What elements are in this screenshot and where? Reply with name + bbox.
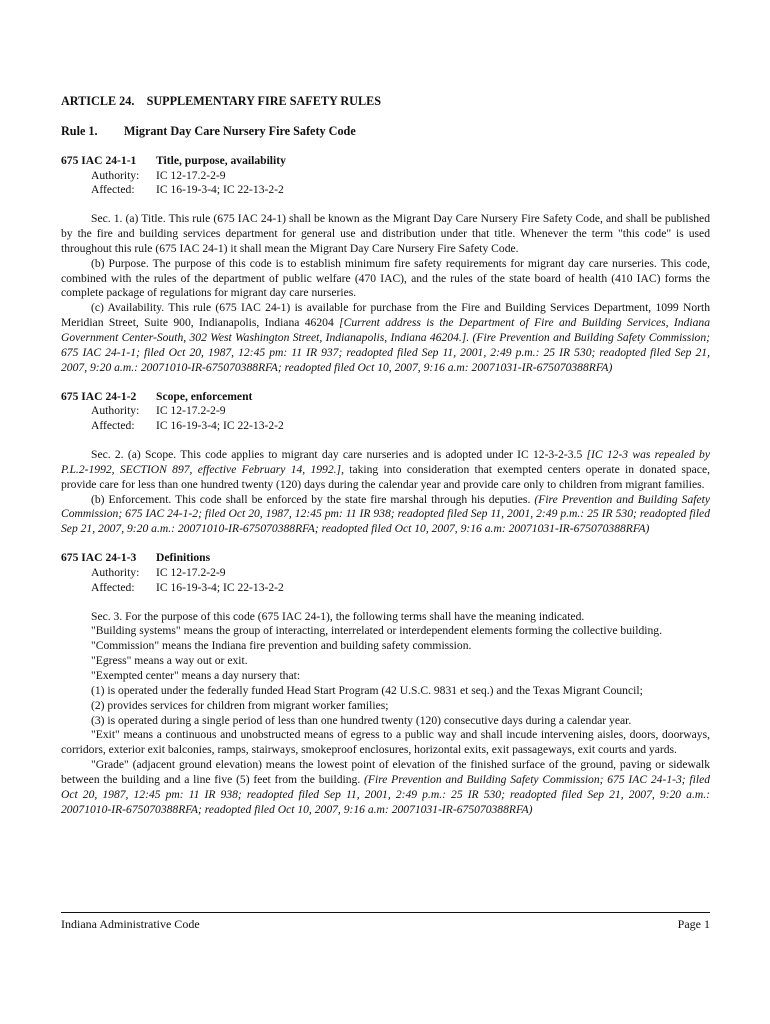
authority-line: [91, 566, 710, 581]
citation-text: [IC 12-3 was repealed by P.L.2-1992, SECTION 897, effective February 14, 1992.]: [61, 448, 710, 476]
authority-value: IC 12-17.2-2-9: [156, 404, 226, 418]
document-page: [61, 94, 710, 831]
authority-label: Authority:: [91, 565, 140, 579]
affected-line: [91, 183, 710, 198]
paragraph-text: (3) is operated during a single period of less than one hundred twenty (120) consecutive days during a calendar year.: [91, 713, 632, 727]
section-paragraph: [61, 610, 710, 625]
rule-heading: [61, 124, 710, 139]
section-number: 675 IAC 24-1-2: [61, 389, 137, 403]
sections-container: [61, 154, 710, 818]
paragraph-text: "Egress" means a way out or exit.: [91, 654, 248, 668]
paragraph-text: (b) Purpose. The purpose of this code is to establish minimum fire safety requirements for migrant day care nurseries. This code, combined with the rules of the department of public welfare (470 IAC), and the rules of the state board of health (410 IAC) forms the complete package of regulations for migrant day care nurseries.: [61, 256, 710, 300]
affected-value: IC 16-19-3-4; IC 22-13-2-2: [156, 183, 284, 197]
paragraph-text: (b) Enforcement. This code shall be enforced by the state fire marshal through his deputies.: [91, 492, 535, 506]
section-heading: [61, 390, 710, 405]
section-title: Scope, enforcement: [156, 389, 253, 403]
authority-value: IC 12-17.2-2-9: [156, 168, 226, 182]
authority-line: [91, 404, 710, 419]
affected-line: [91, 581, 710, 596]
paragraph-text: "Exempted center" means a day nursery that:: [91, 669, 301, 682]
section-heading: [61, 551, 710, 566]
paragraph-text: "Building systems" means the group of interacting, interrelated or interdependent elements forming the collective building.: [91, 624, 662, 638]
paragraph-text: , taking into consideration that exempted centers operate in donated space, provide care for less than one hundred twenty (120) days during the calendar year and provide care only to children from migrant families.: [61, 462, 710, 491]
authority-value: IC 12-17.2-2-9: [156, 565, 226, 579]
affected-label: Affected:: [91, 183, 135, 197]
rule-label: Rule 1.: [61, 123, 98, 138]
section-paragraph: [61, 624, 710, 639]
section-heading: [61, 154, 710, 169]
citation-text: [Current address is the Department of Fire and Building Services, Indiana Government Center-South, 302 West Washington Street, Indianapolis, Indiana 46204.]. (Fire Prevention and Building Safety Commission; 675 IAC 24-1-1; filed Oct 20, 1987, 12:45 pm: 11 IR 937; readopted filed Sep 11, 2001, 2:49 p.m.: 25 IR 530; readopted filed Sep 21, 2007, 9:20 a.m.: 20071010-IR-675070388RFA; readopted filed Oct 10, 2007, 9:16 a.m: 20071031-IR-675070388RFA): [61, 316, 710, 374]
authority-line: [91, 169, 710, 184]
section-paragraph: [61, 714, 710, 729]
section-paragraph: [61, 684, 710, 699]
authority-label: Authority:: [91, 404, 140, 418]
paragraph-text: "Commission" means the Indiana fire prevention and building safety commission.: [91, 639, 472, 653]
section-paragraph: [61, 669, 710, 684]
section-metadata: [61, 169, 710, 199]
page-footer: [61, 912, 710, 932]
section-number: 675 IAC 24-1-3: [61, 551, 137, 565]
affected-label: Affected:: [91, 419, 135, 433]
section-paragraph: [61, 493, 710, 538]
paragraph-text: Sec. 2. (a) Scope. This code applies to migrant day care nurseries and is adopted under IC 12-3-2-3.5: [91, 448, 587, 462]
rule-section: [61, 154, 710, 376]
section-paragraph: [61, 448, 710, 493]
citation-text: (Fire Prevention and Building Safety Commission; 675 IAC 24-1-3; filed Oct 20, 1987, 12:45 pm: 11 IR 938; readopted filed Sep 11, 2001, 2:49 p.m.: 25 IR 530; readopted filed Sep 21, 2007, 9:20 a.m.: 20071010-IR-675070388RFA; readopted filed Oct 10, 2007, 9:16 a.m: 20071031-IR-675070388RFA): [61, 772, 711, 816]
citation-text: (Fire Prevention and Building Safety Commission; 675 IAC 24-1-2; filed Oct 20, 1987, 12:45 pm: 11 IR 938; readopted filed Sep 11, 2001, 2:49 p.m.: 25 IR 530; readopted filed Sep 21, 2007, 9:20 a.m.: 20071010-IR-675070388RFA; readopted filed Oct 10, 2007, 9:16 a.m: 20071031-IR-675070388RFA): [61, 492, 710, 536]
section-paragraph: [61, 758, 710, 817]
paragraph-text: (c) Availability. This rule (675 IAC 24-1) is available for purchase from the Fire and Building Services Department, 1099 North Meridian Street, Suite 900, Indianapolis, Indiana 46204: [61, 301, 710, 330]
section-number: 675 IAC 24-1-1: [61, 153, 137, 167]
paragraph-text: (2) provides services for children from migrant worker families;: [91, 698, 389, 712]
authority-label: Authority:: [91, 168, 140, 182]
paragraph-text: "Grade" (adjacent ground elevation) means the lowest point of elevation of the finished surface of the ground, paving or sidewalk between the building and a line five (5) feet from the building.: [61, 758, 710, 786]
paragraph-text: (1) is operated under the federally funded Head Start Program (42 U.S.C. 9831 et seq.) and the Texas Migrant Council;: [91, 683, 643, 697]
affected-value: IC 16-19-3-4; IC 22-13-2-2: [156, 580, 284, 594]
section-title: Definitions: [156, 551, 211, 565]
paragraph-text: Sec. 3. For the purpose of this code (675 IAC 24-1), the following terms shall have the meaning indicated.: [91, 609, 585, 623]
section-paragraph: [61, 212, 710, 257]
rule-section: [61, 390, 710, 538]
paragraph-text: "Exit" means a continuous and unobstructed means of egress to a public way and shall incude intervening aisles, doors, doorways, corridors, exterior exit balconies, ramps, stairways, smokeproof enclosures, horizontal exits, exit passageways, exit courts and yards.: [61, 728, 710, 757]
section-paragraph: [61, 728, 710, 758]
rule-title: Migrant Day Care Nursery Fire Safety Code: [124, 123, 356, 138]
section-metadata: [61, 566, 710, 596]
paragraph-text: Sec. 1. (a) Title. This rule (675 IAC 24-1) shall be known as the Migrant Day Care Nursery Fire Safety Code, and shall be published by the fire and building services department for general use and distribution under that title. Whenever the term "this code" is used throughout this rule (675 IAC 24-1) it shall mean the Migrant Day Care Nursery Fire Safety Code.: [61, 212, 710, 255]
section-paragraph: [61, 699, 710, 714]
affected-label: Affected:: [91, 580, 135, 594]
section-paragraph: [61, 257, 710, 302]
page-number: Page 1: [677, 917, 710, 931]
section-paragraph: [61, 639, 710, 654]
section-title: Title, purpose, availability: [156, 153, 286, 167]
footer-source: Indiana Administrative Code: [61, 917, 200, 931]
affected-value: IC 16-19-3-4; IC 22-13-2-2: [156, 419, 284, 433]
section-paragraph: [61, 301, 710, 375]
affected-line: [91, 419, 710, 434]
section-paragraph: [61, 654, 710, 669]
rule-section: [61, 551, 710, 817]
article-heading: ARTICLE 24. SUPPLEMENTARY FIRE SAFETY RULES: [61, 94, 382, 108]
section-metadata: [61, 404, 710, 434]
